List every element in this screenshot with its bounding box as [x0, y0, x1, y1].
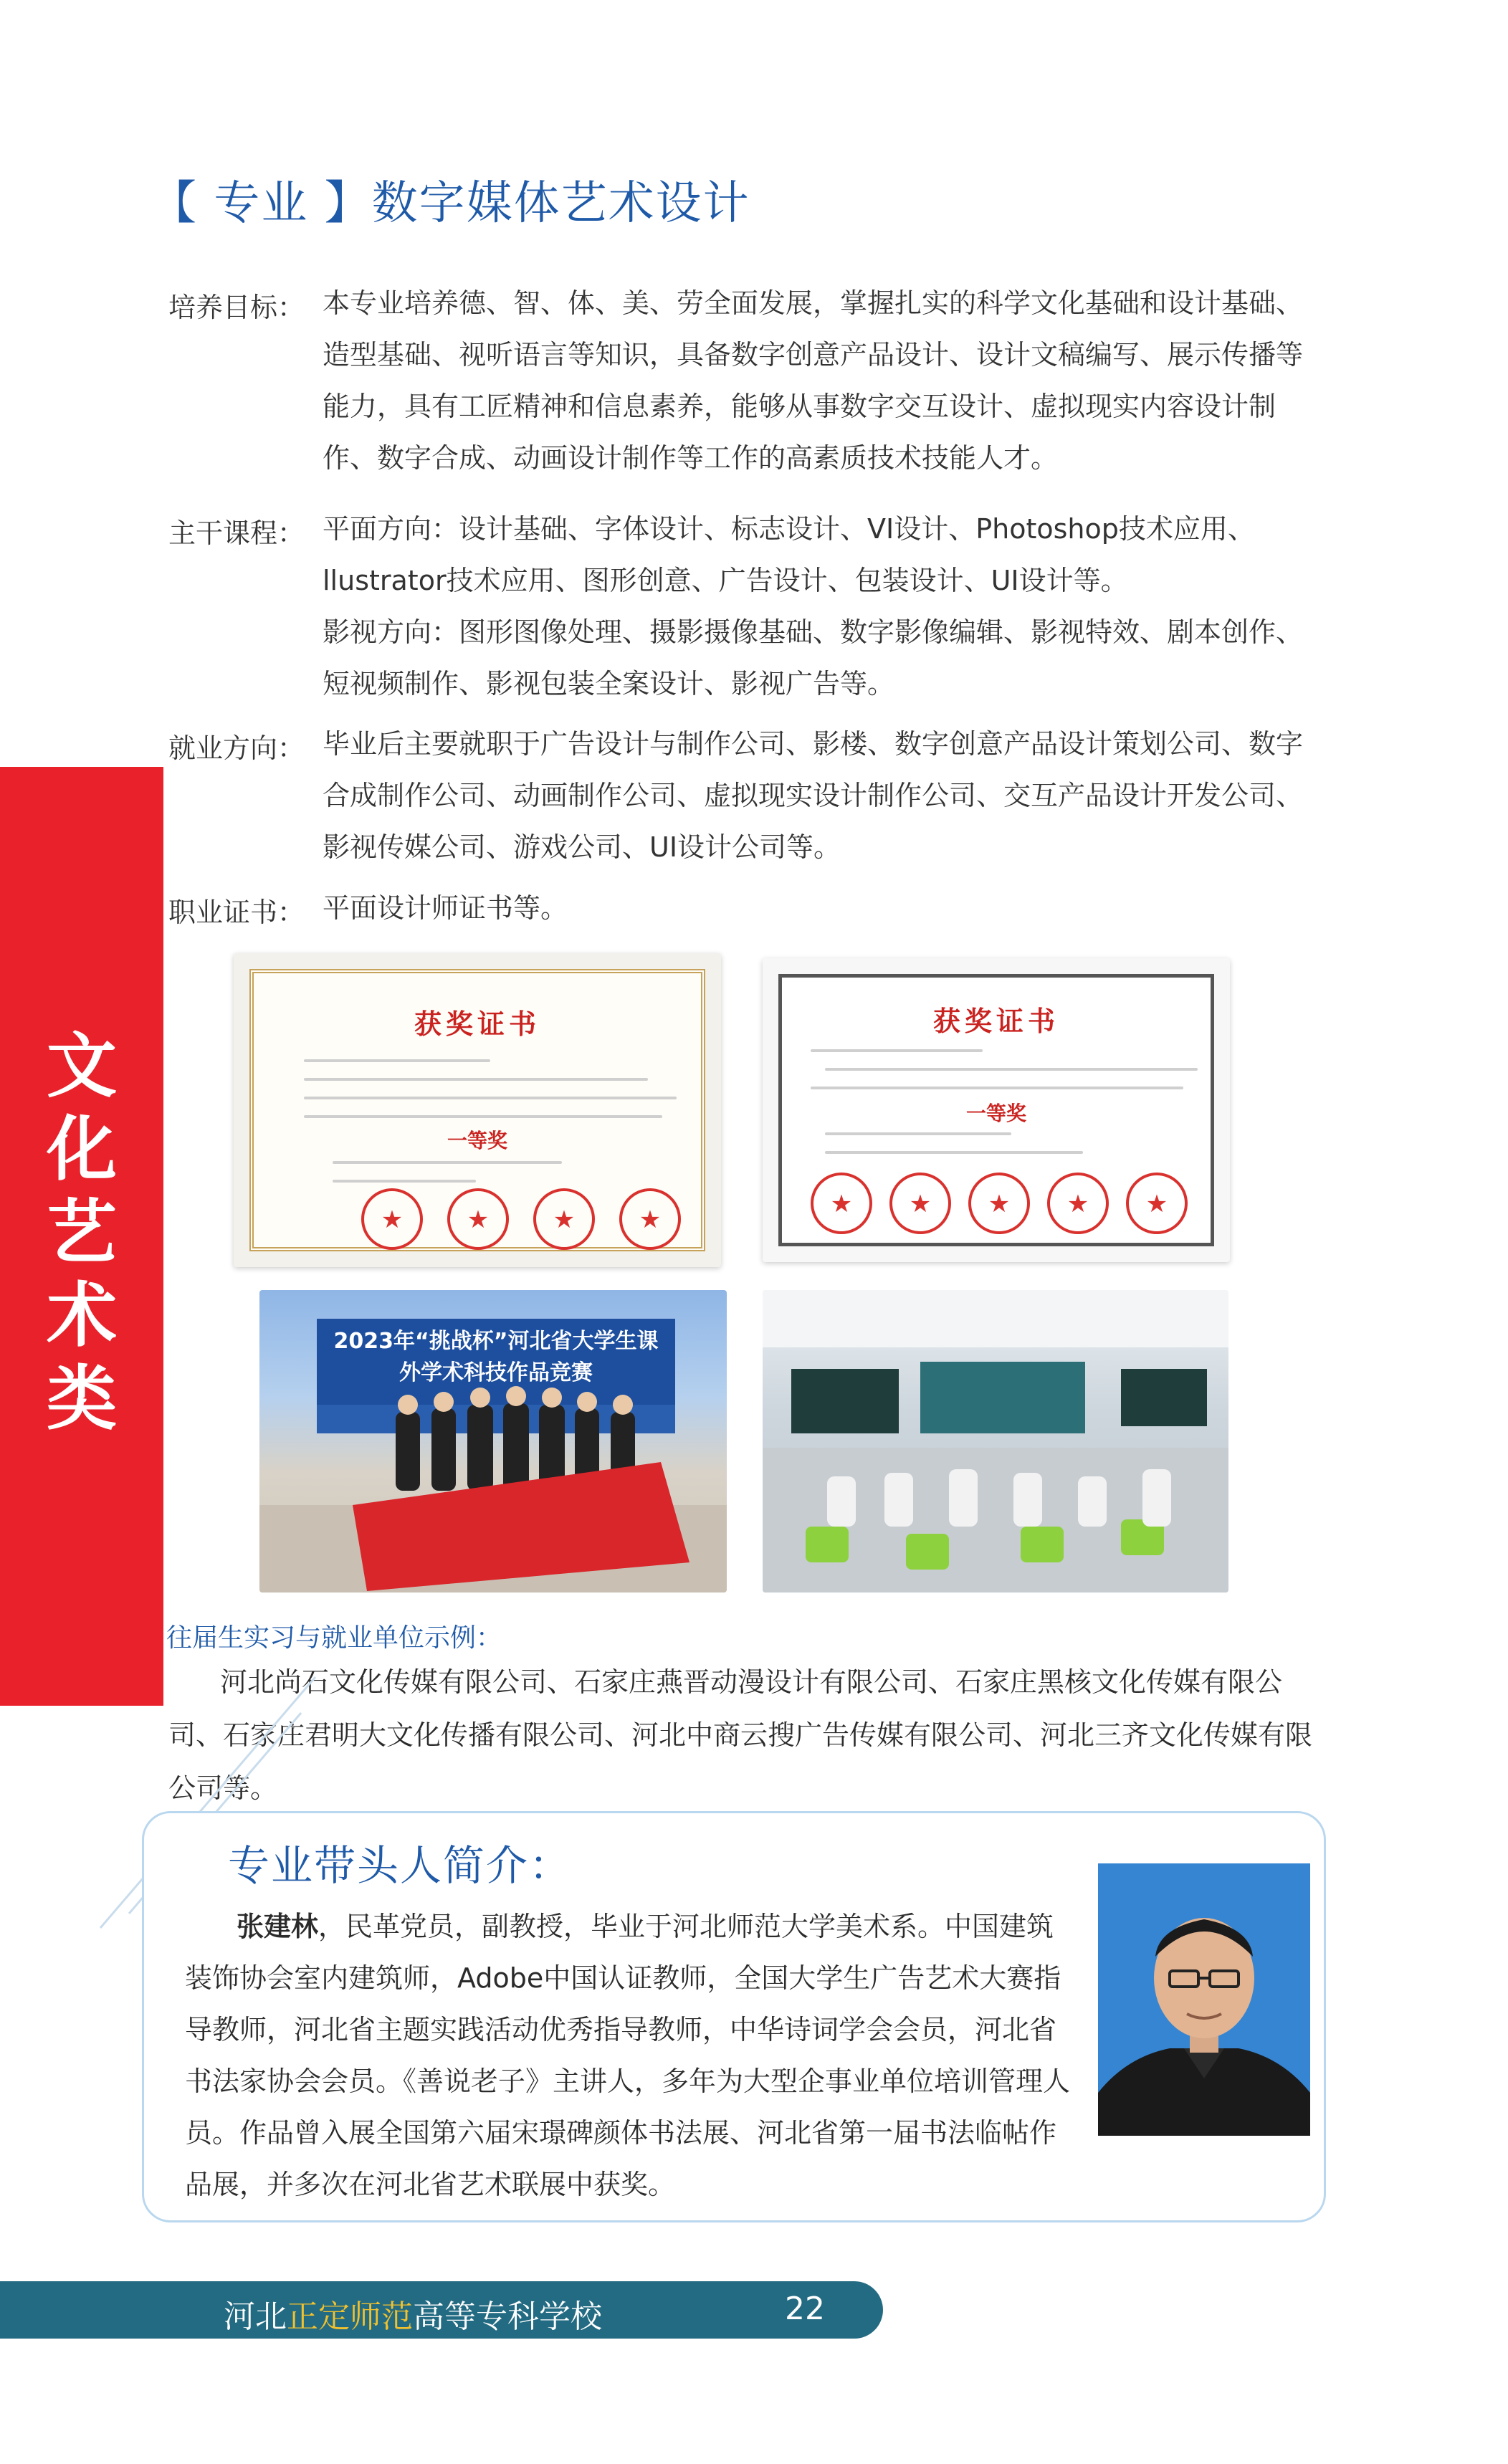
page-number: 22: [785, 2291, 825, 2327]
seal-icon: [361, 1188, 423, 1250]
category-side-banner: [0, 767, 163, 1706]
category-label: 文 化 艺 术 类: [46, 1026, 117, 1440]
competition-group-photo: [259, 1290, 727, 1592]
certificate-title: 获奖证书: [414, 1008, 540, 1040]
employers-subtitle: 往届生实习与就业单位示例：: [166, 1623, 502, 1653]
footer-school-highlight: 正定师范: [287, 2298, 413, 2335]
goal-paragraph: 本专业培养德、智、体、美、劳全面发展，掌握扎实的科学文化基础和设计基础、造型基础、视听语言等知识，具备数字创意产品设计、设计文稿编写、展示传播等能力，具有工匠精神和信息素养，能够从事数字交互设计、虚拟现实内容设计制作、数字合成、动画设计制作等工作的高素质技术技能人才。: [323, 287, 1304, 474]
row-label-courses: 主干课程：: [168, 517, 305, 549]
leader-bio: [185, 1901, 1074, 2210]
seal-icon: [1126, 1173, 1188, 1234]
certificate-prize: 一等奖: [447, 1129, 507, 1152]
seal-icon: [968, 1173, 1030, 1234]
major-title: 【 专业 】数字媒体艺术设计: [151, 177, 750, 230]
award-certificate-photo-right: [763, 958, 1230, 1262]
courses-film: 影视方向：图形图像处理、摄影摄像基础、数字影像编辑、影视特效、剧本创作、短视频制作、影视包装全案设计、影视广告等。: [323, 616, 1304, 699]
footer-school-suffix: 高等专科学校: [413, 2298, 602, 2335]
leader-portrait: [1098, 1863, 1310, 2136]
row-label-goal: 培养目标：: [168, 292, 305, 323]
employers-list: 河北尚石文化传媒有限公司、石家庄燕晋动漫设计有限公司、石家庄黑核文化传媒有限公司、石家庄君明大文化传播有限公司、河北中商云搜广告传媒有限公司、河北三齐文化传媒有限公司等。: [168, 1666, 1313, 1804]
leader-section-title: 专业带头人简介：: [228, 1841, 573, 1890]
classroom-photo: [763, 1290, 1228, 1592]
seal-icon: [447, 1188, 509, 1250]
row-text-goal: [323, 277, 1326, 484]
seal-icon: [889, 1173, 951, 1234]
cert-paragraph: 平面设计师证书等。: [323, 892, 568, 924]
career-paragraph: 毕业后主要就职于广告设计与制作公司、影楼、数字创意产品设计策划公司、数字合成制作公司、动画制作公司、虚拟现实设计制作公司、交互产品设计开发公司、影视传媒公司、游戏公司、UI设计公司等。: [323, 728, 1304, 863]
row-text-courses: [323, 503, 1326, 710]
seal-icon: [533, 1188, 595, 1250]
certificate-prize: 一等奖: [965, 1102, 1026, 1125]
certificate-title: 获奖证书: [932, 1005, 1059, 1037]
competition-banner-text: 2023年“挑战杯”河北省大学生课外学术科技作品竞赛: [333, 1329, 659, 1385]
leader-name: 张建林: [237, 1911, 319, 1942]
row-text-career: [323, 718, 1326, 873]
footer-school-name: [224, 2291, 602, 2336]
row-label-career: 就业方向：: [168, 732, 305, 764]
award-certificate-photo-left: [234, 953, 721, 1267]
seal-icon: [1047, 1173, 1109, 1234]
row-label-cert: 职业证书：: [168, 897, 305, 928]
seal-icon: [619, 1188, 681, 1250]
row-text-cert: [323, 882, 1326, 934]
courses-graphic: 平面方向：设计基础、字体设计、标志设计、VI设计、Photoshop技术应用、llustrator技术应用、图形创意、广告设计、包装设计、UI设计等。: [323, 513, 1255, 596]
seal-icon: [811, 1173, 872, 1234]
leader-bio-text: ，民革党员，副教授，毕业于河北师范大学美术系。中国建筑装饰协会室内建筑师，Adobe中国认证教师，全国大学生广告艺术大赛指导教师，河北省主题实践活动优秀指导教师，中华诗词学会会员，河北省书法家协会会员。《善说老子》主讲人，多年为大型企事业单位培训管理人员。作品曾入展全国第六届宋璟碑颜体书法展、河北省第一届书法临帖作品展，并多次在河北省艺术联展中获奖。: [185, 1911, 1071, 2200]
footer-school-prefix: 河北: [224, 2298, 287, 2335]
